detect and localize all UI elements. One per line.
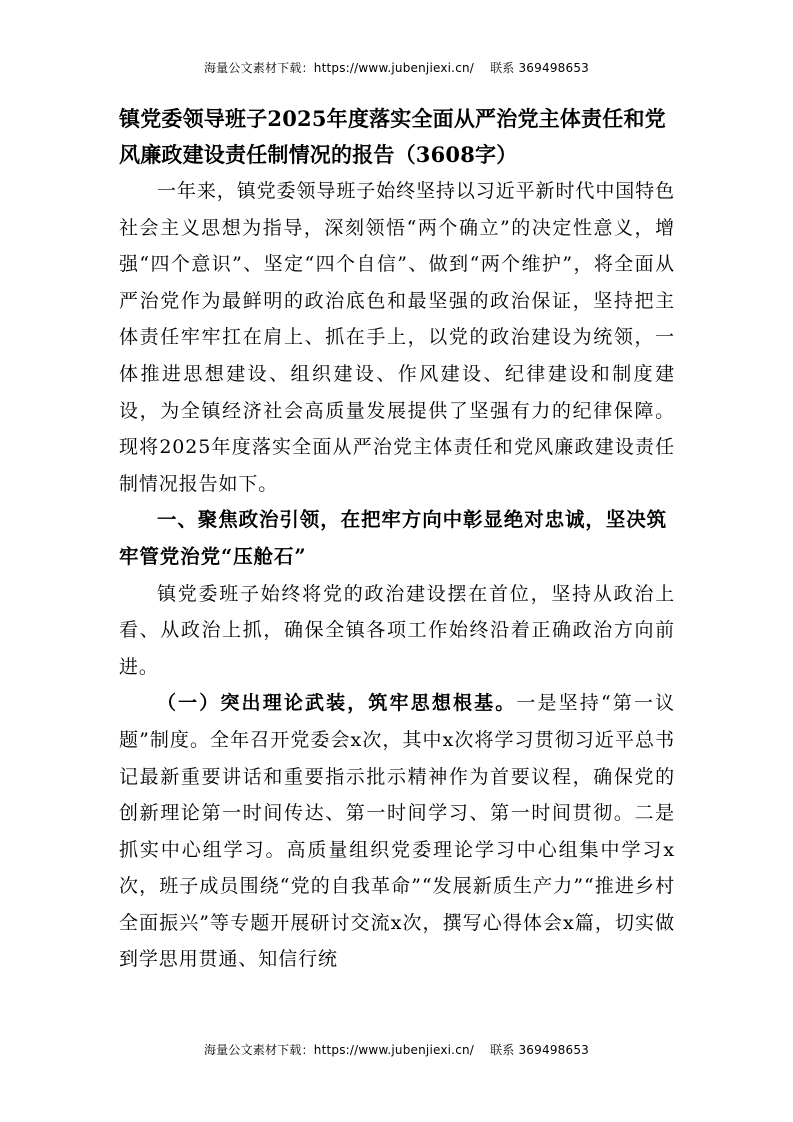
footer-url[interactable]: https://www.jubenjiexi.cn/ — [313, 1043, 475, 1057]
sub1-body: 一是坚持“第一议题”制度。全年召开党委会x次，其中x次将学习贯彻习近平总书记最新重要讲话和重要指示批示精神作为首要议程，确保党的创新理论第一时间传达、第一时间学习、第一时间贯彻。二是抓实中心组学习。高质量组织党委理论学习中心组集中学习x次，班子成员围绕“党的自我革命”“发展新质生产力”“推进乡村全面振兴”等专题开展研讨交流x次，撰写心得体会x篇，切实做到学思用贯通、知信行统 — [119, 692, 675, 971]
header-label: 海量公文素材下载： — [203, 61, 314, 75]
sub1-heading: （一）突出理论武装，筑牢思想根基。 — [157, 692, 517, 715]
footer-contact: 联系 369498653 — [490, 1043, 589, 1057]
section1-heading: 一、聚焦政治引领，在把牢方向中彰显绝对忠诚，坚决筑牢管党治党“压舱石” — [119, 508, 668, 568]
page-header — [0, 59, 793, 76]
footer-label: 海量公文素材下载： — [203, 1043, 314, 1057]
sub1-paragraph — [119, 685, 675, 978]
page-footer — [0, 1041, 793, 1058]
header-url[interactable]: https://www.jubenjiexi.cn/ — [313, 61, 475, 75]
document-body — [119, 101, 675, 978]
section1-intro: 镇党委班子始终将党的政治建设摆在首位，坚持从政治上看、从政治上抓，确保全镇各项工作始终沿着正确政治方向前进。 — [119, 582, 675, 678]
document-title: 镇党委领导班子2025年度落实全面从严治党主体责任和党风廉政建设责任制情况的报告（3608字） — [119, 106, 666, 167]
intro-paragraph: 一年来，镇党委领导班子始终坚持以习近平新时代中国特色社会主义思想为指导，深刻领悟“两个确立”的决定性意义，增强“四个意识”、坚定“四个自信”、做到“两个维护”，将全面从严治党作为最鲜明的政治底色和最坚强的政治保证，坚持把主体责任牢牢扛在肩上、抓在手上，以党的政治建设为统领，一体推进思想建设、组织建设、作风建设、纪律建设和制度建设，为全镇经济社会高质量发展提供了坚强有力的纪律保障。现将2025年度落实全面从严治党主体责任和党风廉政建设责任制情况报告如下。 — [119, 180, 675, 495]
header-contact: 联系 369498653 — [490, 61, 589, 75]
